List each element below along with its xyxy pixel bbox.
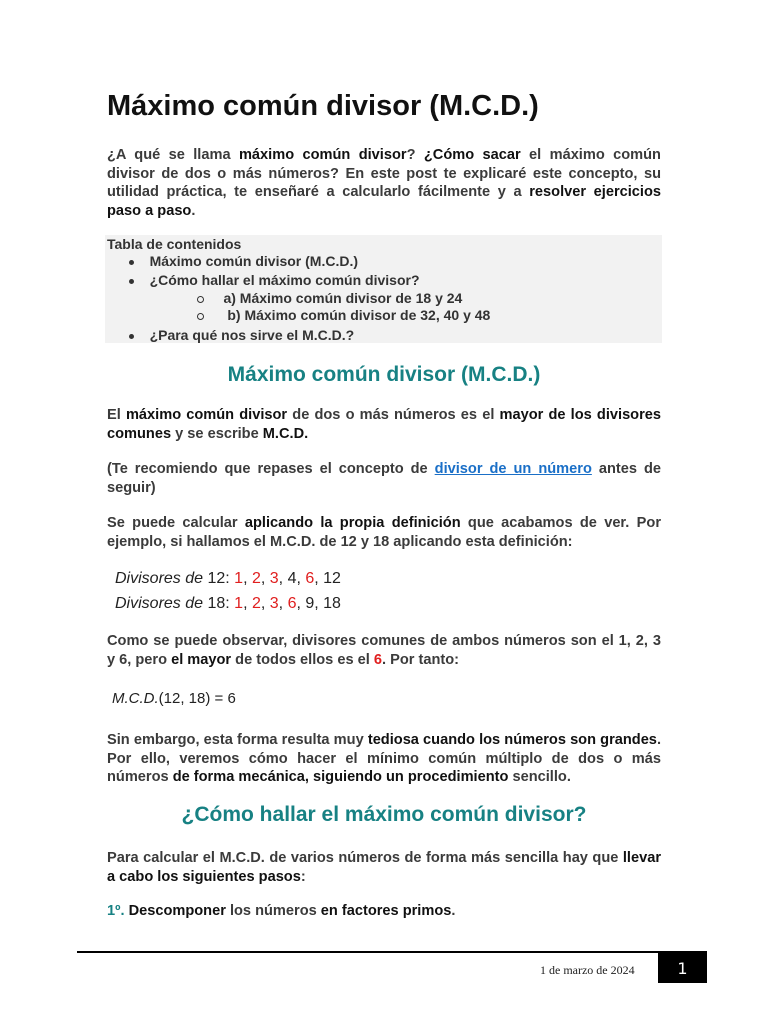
- text: Como se puede observar, divisores comunes de ambos números son el 1, 2, 3 y 6, pero: [107, 633, 661, 668]
- text: de todos ellos es el: [231, 651, 374, 668]
- common-divisor: 3: [269, 570, 279, 587]
- common-divisor: 2: [251, 570, 261, 587]
- bullet-icon: [129, 279, 134, 284]
- bullet-icon: [129, 334, 134, 339]
- recommendation-paragraph: [107, 460, 661, 497]
- divisors-number: 18: [207, 595, 226, 612]
- toc-subitem[interactable]: [197, 290, 462, 306]
- divisor: 18: [323, 595, 341, 612]
- bullet-icon: [129, 260, 134, 265]
- toc-item-label[interactable]: ¿Cómo hallar el máximo común divisor?: [149, 272, 420, 288]
- bold-text: el mayor: [171, 651, 232, 668]
- step-number: 1º.: [107, 903, 125, 919]
- common-divisor: 1: [234, 570, 244, 587]
- step-1: [107, 902, 661, 921]
- divisors-row-12: Divisores de 12: 1, 2, 3, 4, 6, 12: [115, 570, 341, 587]
- text: . Por tanto:: [381, 651, 460, 668]
- circle-bullet-icon: [197, 313, 204, 320]
- text: :: [300, 868, 306, 885]
- toc-item-label[interactable]: Máximo común divisor (M.C.D.): [149, 253, 359, 269]
- divisors-label: Divisores de: [115, 595, 204, 612]
- common-divisor: 6: [287, 595, 297, 612]
- intro-bold-resolver: resolver ejercicios paso a paso: [107, 184, 662, 219]
- text: Se puede calcular: [107, 515, 245, 531]
- circle-bullet-icon: [197, 296, 204, 303]
- bold-text: de forma mecánica, siguiendo un procedimiento: [172, 769, 509, 786]
- text: . Por ello, veremos cómo hacer el mínimo común múltiplo de dos o más números: [107, 732, 661, 786]
- formula-lhs: M.C.D.: [112, 690, 159, 707]
- bold-text: mayor de los divisores comunes: [107, 407, 662, 442]
- toc-subitem-label[interactable]: b) Máximo común divisor de 32, 40 y 48: [227, 307, 491, 323]
- tedious-paragraph: [107, 731, 661, 787]
- intro-text: ¿A qué se llama: [107, 147, 239, 163]
- divisor-link[interactable]: divisor de un número: [434, 461, 592, 477]
- text: Para calcular el M.C.D. de varios números de forma más sencilla hay que: [107, 850, 623, 866]
- common-divisor: 2: [251, 595, 261, 612]
- page-title: Máximo común divisor (M.C.D.): [107, 90, 539, 122]
- footer-date: 1 de marzo de 2024: [540, 963, 635, 977]
- divisor: 9: [305, 595, 315, 612]
- divisors-label: Divisores de: [115, 570, 204, 587]
- intro-paragraph: [107, 146, 661, 220]
- bold-text: tediosa cuando los números son grandes: [367, 732, 657, 748]
- bold-text: M.C.D.: [262, 425, 309, 442]
- toc-subitem[interactable]: [197, 307, 490, 323]
- toc-title: Tabla de contenidos: [107, 236, 242, 252]
- toc-subitem-label[interactable]: a) Máximo común divisor de 18 y 24: [223, 290, 463, 306]
- intro-bold-mcd: máximo común divisor: [238, 147, 407, 163]
- common-divisor: 6: [305, 570, 315, 587]
- table-of-contents: [105, 235, 662, 343]
- toc-item[interactable]: [129, 253, 358, 269]
- intro-text: el máximo común divisor de dos o más números? En este post te explicaré este concepto, su utilidad práctica, te enseñaré a calcularlo fácilmente y a: [107, 147, 661, 201]
- text: y se escribe: [171, 425, 263, 442]
- bold-text: Descomponer: [128, 903, 226, 919]
- section-heading-mcd: Máximo común divisor (M.C.D.): [227, 363, 541, 386]
- divisors-number: 12: [207, 570, 226, 587]
- text: de dos o más números es el: [287, 407, 500, 423]
- toc-item[interactable]: [129, 272, 420, 288]
- method-paragraph: [107, 514, 661, 551]
- text: sencillo.: [508, 769, 571, 786]
- text: los números: [225, 903, 321, 919]
- intro-bold-como: ¿Cómo sacar: [423, 147, 530, 163]
- steps-paragraph: [107, 849, 661, 886]
- bold-text: llevar a cabo los siguientes pasos: [107, 850, 661, 885]
- common-divisor: 1: [234, 595, 244, 612]
- text: Sin embargo, esta forma resulta muy: [107, 732, 368, 748]
- text: (Te recomiendo que repases el concepto de: [107, 461, 435, 477]
- mcd-formula: [112, 690, 236, 707]
- intro-text: .: [191, 202, 196, 219]
- bold-text: máximo común divisor: [125, 407, 288, 423]
- divisor: 4: [287, 570, 297, 587]
- bold-text: aplicando la propia definición: [244, 515, 461, 531]
- text: que acabamos de ver. Por ejemplo, si hallamos el M.C.D. de 12 y 18 aplicando esta definición:: [107, 515, 661, 550]
- bold-text: en factores primos: [320, 903, 452, 919]
- highlight-number: 6: [373, 651, 382, 668]
- definition-paragraph: [107, 406, 661, 443]
- text: .: [451, 903, 456, 919]
- section-heading-how: ¿Cómo hallar el máximo común divisor?: [181, 803, 587, 826]
- toc-item[interactable]: [129, 327, 354, 343]
- page-number: 1: [658, 951, 707, 983]
- divisor: 12: [323, 570, 341, 587]
- divisors-row-18: Divisores de 18: 1, 2, 3, 6, 9, 18: [115, 595, 341, 612]
- text: El: [107, 407, 126, 423]
- common-divisor: 3: [269, 595, 279, 612]
- formula-result: = 6: [214, 690, 236, 707]
- observation-paragraph: [107, 632, 661, 669]
- text: antes de seguir): [107, 461, 661, 496]
- intro-text: ?: [406, 147, 424, 163]
- formula-args: (12, 18): [158, 690, 211, 707]
- toc-item-label[interactable]: ¿Para qué nos sirve el M.C.D.?: [149, 327, 355, 343]
- footer-divider: [77, 951, 707, 953]
